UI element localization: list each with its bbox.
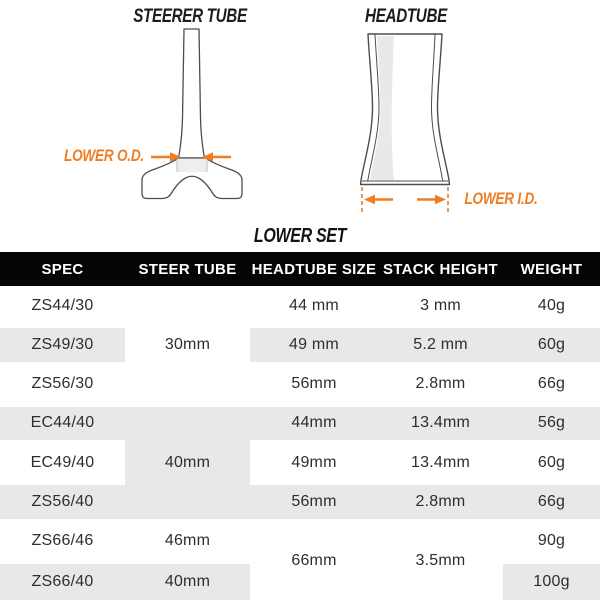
headtube-title: HEADTUBE bbox=[365, 6, 447, 27]
headtube-merged-cell: 66mm bbox=[291, 551, 337, 569]
steerer-tube-shape bbox=[179, 29, 205, 158]
weight-cell: 60g bbox=[503, 325, 600, 364]
spec-cell: ZS44/30 bbox=[31, 296, 94, 314]
stack-cell: 2.8mm bbox=[415, 375, 466, 393]
headtube-cell: 49 mm bbox=[250, 325, 378, 364]
column-header-weight: WEIGHT bbox=[503, 252, 600, 286]
spec-cell: ZS56/40 bbox=[0, 482, 125, 521]
steer-tube-cell: 46mm bbox=[164, 532, 211, 550]
lower-id-arrow-right-head bbox=[435, 195, 446, 205]
lower-od-label: LOWER O.D. bbox=[64, 146, 144, 165]
steer-tube-merged-cell: 40mm bbox=[125, 404, 250, 522]
lower-id-arrow-left-head bbox=[364, 195, 375, 205]
table-title: LOWER SET bbox=[253, 225, 347, 247]
headtube-cell: 56mm bbox=[250, 482, 378, 521]
steerer-tube-title: STEERER TUBE bbox=[133, 6, 247, 27]
weight-cell: 90g bbox=[537, 532, 566, 550]
column-header-spec: SPEC bbox=[0, 252, 125, 286]
lower-set-table bbox=[0, 252, 600, 600]
stack-cell: 13.4mm bbox=[411, 453, 470, 471]
weight-cell: 66g bbox=[503, 482, 600, 521]
headset-diagrams bbox=[0, 0, 600, 252]
stack-cell: 2.8mm bbox=[378, 482, 503, 521]
headtube-cell: 49mm bbox=[291, 453, 337, 471]
weight-cell: 100g bbox=[503, 561, 600, 600]
stack-cell: 13.4mm bbox=[378, 404, 503, 443]
column-header-headtube-size: HEADTUBE SIZE bbox=[250, 252, 378, 286]
spec-cell: ZS49/30 bbox=[0, 325, 125, 364]
spec-cell: ZS56/30 bbox=[31, 375, 94, 393]
steer-tube-cell: 40mm bbox=[125, 561, 250, 600]
lower-id-label: LOWER I.D. bbox=[464, 189, 538, 208]
weight-cell: 60g bbox=[537, 453, 566, 471]
headtube-cell: 44mm bbox=[250, 404, 378, 443]
column-header-steer-tube: STEER TUBE bbox=[125, 252, 250, 286]
spec-cell: ZS66/40 bbox=[0, 561, 125, 600]
crown-race-shading bbox=[177, 159, 207, 173]
spec-cell: ZS66/46 bbox=[31, 532, 94, 550]
spec-cell: EC49/40 bbox=[30, 453, 95, 471]
column-header-stack-height: STACK HEIGHT bbox=[378, 252, 503, 286]
stack-cell: 3 mm bbox=[420, 296, 461, 314]
spec-cell: EC44/40 bbox=[0, 404, 125, 443]
stack-merged-cell: 3.5mm bbox=[415, 551, 466, 569]
fork-crown-drawing bbox=[142, 29, 242, 199]
headtube-drawing bbox=[361, 34, 450, 185]
weight-cell: 40g bbox=[537, 296, 566, 314]
headtube-cell: 44 mm bbox=[289, 296, 339, 314]
headtube-cell: 56mm bbox=[291, 375, 337, 393]
diagram-canvas bbox=[0, 0, 600, 252]
stack-cell: 5.2 mm bbox=[378, 325, 503, 364]
weight-cell: 56g bbox=[503, 404, 600, 443]
weight-cell: 66g bbox=[537, 375, 566, 393]
lower-id-dimension-icon bbox=[362, 187, 448, 214]
steer-tube-merged-cell: 30mm bbox=[164, 335, 211, 353]
